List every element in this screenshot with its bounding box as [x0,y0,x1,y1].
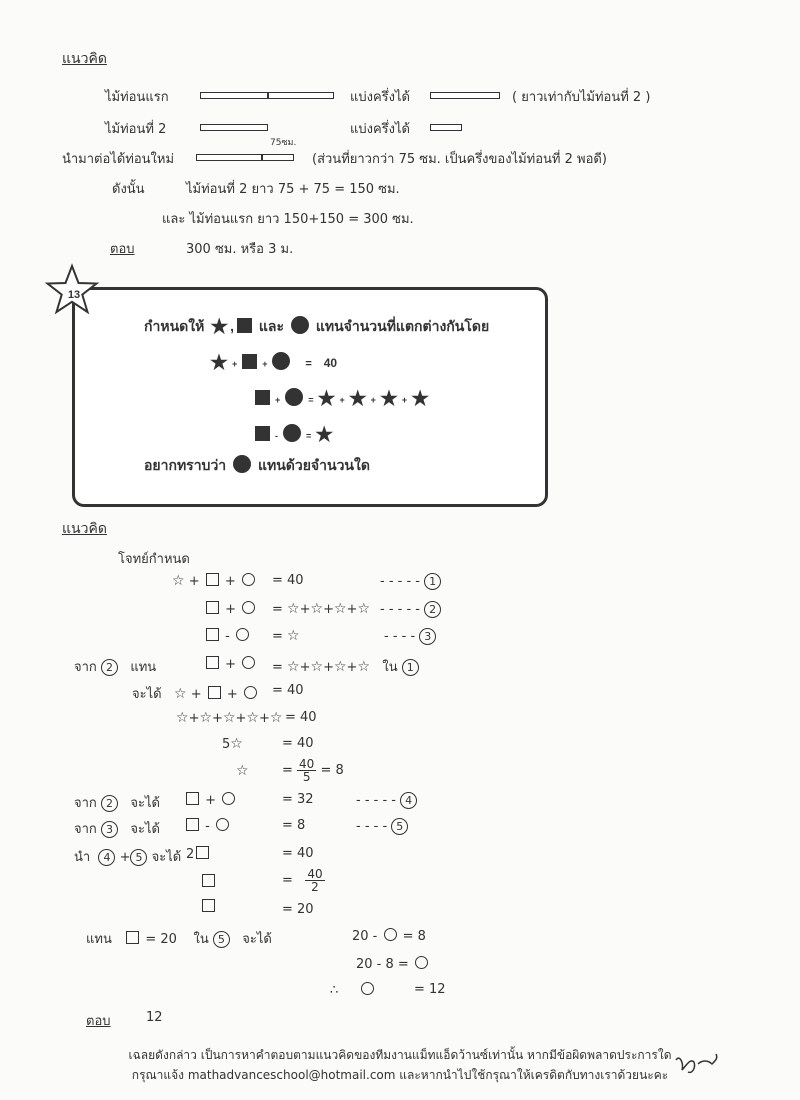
star-outline-icon: ☆ [246,710,259,726]
solution-heading: แนวคิด [62,521,107,537]
star-outline-icon: ☆ [287,601,300,617]
star-icon: ★ [411,388,430,410]
square-outline-icon [126,931,139,944]
fraction-40-2: $\frac{40}{2}$ [307,867,323,894]
star-outline-icon: ☆ [310,659,324,675]
signature-icon [672,1050,720,1078]
line-8-rhs: = $\frac{40}{5} = 8$ [282,757,344,784]
circle-icon [272,352,290,370]
first-stick-halved [430,92,500,99]
eq-line-1-rhs: = 40 [272,573,304,588]
circle-outline-icon [384,928,397,941]
square-icon [242,354,257,369]
line-6-rhs: = 40 [285,710,317,725]
circle-outline-icon [244,686,257,699]
star-icon: ★ [379,388,398,410]
row4-label: ดังนั้น [112,182,145,197]
problem-line-1 [144,314,489,339]
row1-note: ( ยาวเท่ากับไม้ท่อนที่ 2 ) [512,90,651,105]
star-outline-icon: ☆ [222,710,236,726]
circle-icon [233,455,251,473]
problem-eq-1: ★ + + = 40 [210,352,338,374]
line-13-rhs: = 20 [282,902,314,917]
square-icon [255,426,270,441]
star-outline-icon: ☆ [287,628,300,644]
line-10-ref: - - - - 5 [356,818,408,835]
line-10: จาก 3 จะได้ [74,822,160,837]
line1-b: , [230,318,235,334]
question-a: อยากทราบว่า [144,457,227,473]
eq-line-2: + [204,601,257,617]
row5-text: และ ไม้ท่อนแรก ยาว 150+150 = 300 ซม. [162,212,414,227]
line-8 [236,763,249,779]
line-10-lhs: - [184,818,231,834]
circle-icon [291,316,309,334]
square-outline-icon [186,792,199,805]
row1-mid: แบ่งครึ่งได้ [350,90,410,105]
footer-line-2: กรุณาแจ้ง mathadvanceschool@hotmail.com และหากนำไปใช้กรุณาให้เครดิตกับทางเราด้วยนะคะ [131,1068,669,1082]
second-stick [200,124,268,131]
line-9: จาก 2 จะได้ [74,796,160,811]
get-line-5-rhs: = 40 [272,683,304,698]
line-13 [200,899,217,915]
top-answer-text: 300 ซม. หรือ 3 ม. [186,242,294,257]
top-heading: แนวคิด [62,51,107,67]
fraction-40-5: $\frac{40}{5}$ [299,757,315,784]
star-outline-icon: ☆ [310,601,324,617]
star-icon: ★ [317,388,336,410]
line-11: นำ 4 + 5 จะได้ [74,850,182,865]
square-outline-icon [206,656,219,669]
solution-answer-value: 12 [146,1010,163,1025]
problem-eq-2: + = ★ + ★ + ★ + ★ [252,386,431,411]
line-10-rhs: = 8 [282,818,306,833]
top-answer-label: ตอบ [110,242,135,257]
square-outline-icon [202,899,215,912]
star-outline-icon: ☆ [269,710,283,726]
line-12-rhs: = $\frac{40}{2}$ [282,867,323,894]
eq-line-3: - [204,628,251,644]
square-icon [255,390,270,405]
second-stick-halved [430,124,462,131]
row3-bar-label: 75ซม. [270,138,297,148]
square-outline-icon [206,601,219,614]
circle-icon [285,388,303,406]
row1-label: ไม้ท่อนแรก [105,90,169,105]
eq-line-3-rhs: = ☆ [272,628,300,644]
problem-eq-3: - = ★ [252,422,335,447]
sub-line-4: จาก 2 แทน [74,660,157,675]
star-outline-icon: ☆ [199,710,213,726]
row3-label: นำมาต่อได้ท่อนใหม่ [62,152,175,167]
star-outline-icon: ☆ [230,736,243,752]
line-14-rhs: 20 - = 8 [352,929,426,944]
star-outline-icon: ☆ [174,686,187,702]
square-outline-icon [206,628,219,641]
line1-d: แทนจำนวนที่แตกต่างกันโดย [315,318,490,334]
circle-outline-icon [216,818,229,831]
row2-label: ไม้ท่อนที่ 2 [105,122,167,137]
square-outline-icon [206,573,219,586]
star-icon: ★ [315,424,334,446]
given-label: โจทย์กำหนด [118,552,190,567]
square-outline-icon [208,686,221,699]
line-7: 5☆ [222,736,243,752]
get-line-5: จะได้ ☆ + + [132,683,259,704]
row3-note: (ส่วนที่ยาวกว่า 75 ซม. เป็นครึ่งของไม้ท่อนที่ 2 พอดี) [312,152,607,167]
line-6: ☆+☆+☆+☆+☆ [176,710,283,726]
star-icon: ★ [210,316,229,338]
row4-text: ไม้ท่อนที่ 2 ยาว 75 + 75 = 150 ซม. [186,182,400,197]
line-9-rhs: = 32 [282,792,314,807]
square-outline-icon [196,846,209,859]
square-outline-icon [186,818,199,831]
first-stick-half-b [268,92,334,99]
star-outline-icon: ☆ [176,710,189,726]
star-outline-icon: ☆ [172,573,185,589]
square-outline-icon [202,874,215,887]
circle-outline-icon [242,573,255,586]
star-outline-icon: ☆ [333,659,347,675]
solution-answer-label: ตอบ [86,1014,111,1029]
circle-outline-icon [222,792,235,805]
footer-line-1: เฉลยดังกล่าว เป็นการหาคำตอบตามแนวคิดของทีมงานแม็ทแอ็ดว้านซ์เท่านั้น หากมีข้อผิดพลาดประการใด [128,1048,672,1062]
line-11-rhs: = 40 [282,846,314,861]
circle-outline-icon [236,628,249,641]
new-stick-b [262,154,294,161]
line1-a: กำหนดให้ [144,318,205,334]
line-16-rhs: = 12 [414,982,446,997]
star-outline-icon: ☆ [357,659,371,675]
new-stick-a [196,154,262,161]
star-outline-icon: ☆ [357,601,371,617]
eq-line-1: ☆ + + [172,573,257,589]
star-outline-icon: ☆ [287,659,300,675]
line-15: 20 - 8 = [356,956,430,972]
star-outline-icon: ☆ [236,763,249,779]
circle-outline-icon [242,601,255,614]
line-16: ∴ [330,982,376,998]
circle-icon [283,424,301,442]
eq-line-2-ref: - - - - - 2 [380,601,441,618]
line-7-rhs: = 40 [282,736,314,751]
sub-line-4-lhs: + [204,656,257,672]
star-icon: ★ [348,388,367,410]
eq1-result: 40 [323,356,338,370]
eq-line-3-ref: - - - - 3 [384,628,436,645]
line-9-ref: - - - - - 4 [356,792,417,809]
line-14: แทน = 20 ใน 5 จะได้ [86,932,272,947]
circle-outline-icon [415,956,428,969]
eq-line-1-ref: - - - - - 1 [380,573,441,590]
circle-outline-icon [361,982,374,995]
first-stick-half-a [200,92,268,99]
problem-number: 13 [67,289,81,301]
line-9-lhs: + [184,792,237,808]
question-b: แทนด้วยจำนวนใด [257,457,370,473]
square-icon [237,318,252,333]
circle-outline-icon [242,656,255,669]
star-icon: ★ [210,352,228,374]
line-12 [200,874,217,890]
problem-question [144,455,370,477]
star-outline-icon: ☆ [333,601,347,617]
line1-c: และ [258,318,285,334]
row2-mid: แบ่งครึ่งได้ [350,122,410,137]
eq-line-2-rhs: = ☆+☆+☆+☆ [272,601,371,617]
sub-line-4-rhs: = ☆+☆+☆+☆ ใน 1 [272,656,419,677]
line-11-lhs: 2 [186,846,211,862]
